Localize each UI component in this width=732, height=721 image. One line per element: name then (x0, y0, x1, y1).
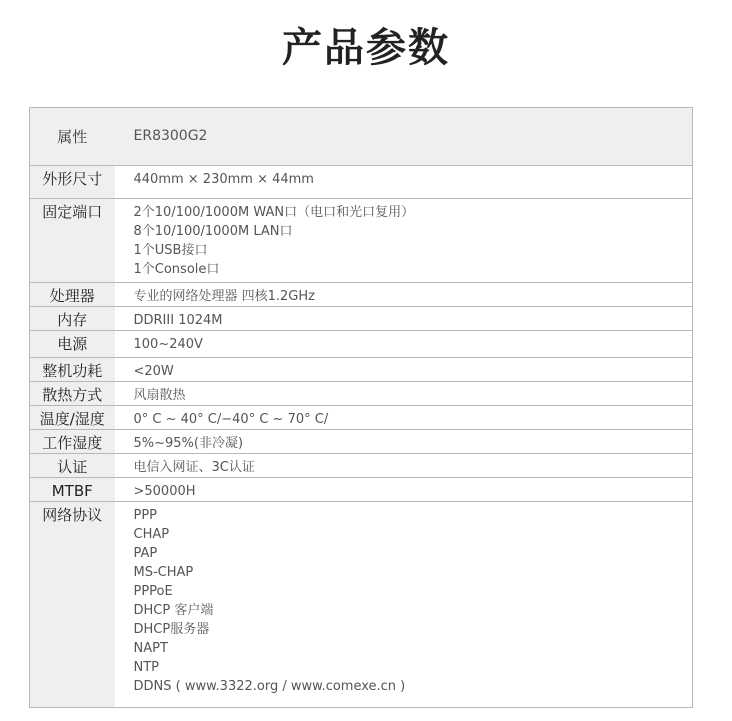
table-row (30, 166, 693, 199)
spec-name-cell: 外形尺寸 (30, 166, 115, 199)
spec-value-line: PPP (133, 508, 158, 523)
spec-value-line: 0° C ~ 40° C/−40° C ~ 70° C/ (133, 412, 329, 427)
table-row (30, 382, 693, 406)
spec-name-cell: MTBF (30, 478, 115, 502)
spec-value-line: NAPT (133, 641, 168, 656)
spec-value-line: MS-CHAP (133, 565, 194, 580)
spec-name-cell: 网络协议 (30, 502, 115, 708)
spec-value-line: >50000H (133, 484, 196, 499)
spec-name-cell: 电源 (30, 331, 115, 358)
header-name-cell: 属性 (30, 108, 115, 166)
spec-name-cell: 固定端口 (30, 199, 115, 283)
spec-name-cell: 内存 (30, 307, 115, 331)
spec-value-line: 专业的网络处理器 四核1.2GHz (133, 289, 315, 304)
spec-value-cell (115, 283, 693, 307)
table-row (30, 331, 693, 358)
table-row (30, 502, 693, 708)
spec-name-cell: 整机功耗 (30, 358, 115, 382)
spec-name-cell: 认证 (30, 454, 115, 478)
spec-value-line: 440mm × 230mm × 44mm (133, 172, 314, 187)
spec-value-cell (115, 382, 693, 406)
spec-table (29, 107, 693, 708)
table-row (30, 307, 693, 331)
table-row (30, 199, 693, 283)
spec-value-line: <20W (133, 364, 174, 379)
spec-name-cell: 温度/湿度 (30, 406, 115, 430)
spec-value-line: 100~240V (133, 337, 203, 352)
spec-value-cell (115, 502, 693, 708)
page-title: 产品参数 (282, 25, 450, 71)
table-header-row (30, 108, 693, 166)
table-row (30, 406, 693, 430)
spec-value-cell (115, 478, 693, 502)
spec-value-line: 8个10/100/1000M LAN口 (133, 224, 293, 239)
spec-value-line: 2个10/100/1000M WAN口（电口和光口复用） (133, 205, 415, 220)
spec-value-line: CHAP (133, 527, 170, 542)
table-row (30, 478, 693, 502)
spec-value-line: DDRIII 1024M (133, 313, 223, 328)
spec-value-line: DHCP服务器 (133, 622, 210, 637)
spec-value-cell (115, 430, 693, 454)
spec-value-line: NTP (133, 660, 160, 675)
table-row (30, 430, 693, 454)
spec-value-line: PPPoE (133, 584, 173, 599)
table-row (30, 283, 693, 307)
spec-value-line: 5%~95%(非冷凝) (133, 436, 244, 451)
spec-value-cell (115, 199, 693, 283)
table-row (30, 454, 693, 478)
spec-value-line: DHCP 客户端 (133, 603, 214, 618)
spec-value-cell (115, 307, 693, 331)
spec-value-line: DDNS ( www.3322.org / www.comexe.cn ) (133, 679, 406, 694)
spec-name-cell: 工作湿度 (30, 430, 115, 454)
spec-name-cell: 散热方式 (30, 382, 115, 406)
spec-value-line: 1个Console口 (133, 262, 220, 277)
spec-value-cell (115, 166, 693, 199)
spec-value-cell (115, 406, 693, 430)
spec-value-cell (115, 358, 693, 382)
table-row (30, 358, 693, 382)
spec-value-line: PAP (133, 546, 158, 561)
spec-value-line: 1个USB接口 (133, 243, 208, 258)
spec-value-cell (115, 454, 693, 478)
header-model-cell: ER8300G2 (115, 108, 693, 166)
spec-name-cell: 处理器 (30, 283, 115, 307)
spec-value-line: 风扇散热 (133, 388, 186, 403)
spec-value-cell (115, 331, 693, 358)
spec-value-line: 电信入网证、3C认证 (133, 460, 255, 475)
